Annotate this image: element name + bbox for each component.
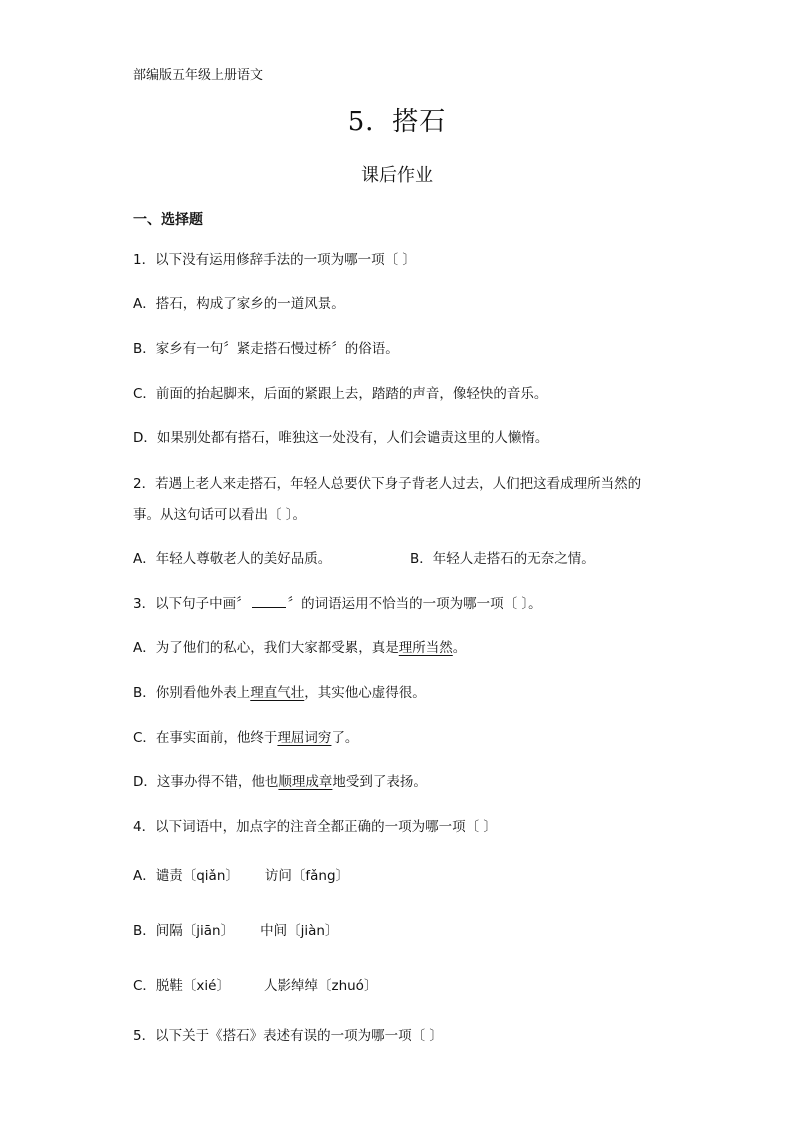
q2-stem-line2: 事。从这句话可以看出〔 〕。	[133, 507, 307, 523]
q3-option-c	[133, 729, 358, 747]
q4-stem: 4．以下词语中，加点字的注音全都正确的一项为哪一项〔 〕	[133, 819, 497, 835]
q4-b-word2: 中间〔jiàn〕	[260, 923, 339, 939]
q4-option-b	[133, 922, 338, 940]
q3-b-underlined-word: 理直气壮	[250, 685, 305, 701]
q3-c-underlined-word: 理屈词穷	[277, 730, 332, 746]
q3-a-end: 。	[452, 640, 467, 656]
q1-option-b: B．家乡有一句〞紧走搭石慢过桥〞的俗语。	[133, 341, 399, 357]
q3-option-d	[133, 773, 427, 791]
q4-option-a	[133, 867, 349, 885]
q3-a-underlined-word: 理所当然	[398, 640, 453, 656]
q3-b-end: ，其实他心虚得很。	[304, 685, 426, 701]
course-header: 部编版五年级上册语文	[133, 68, 264, 83]
q4-option-c	[133, 977, 377, 995]
q4-b-word1: B．间隔〔jiān〕	[133, 923, 235, 939]
q4-c-word1: C．脱鞋〔xié〕	[133, 978, 230, 994]
q3-c-text: C．在事实面前，他终于	[133, 730, 278, 746]
q1-option-a: A．搭石，构成了家乡的一道风景。	[133, 296, 345, 312]
section-heading: 一、选择题	[133, 212, 203, 228]
q2-stem-line1: 2．若遇上老人来走搭石，年轻人总要伏下身子背老人过去，人们把这看成理所当然的	[133, 476, 642, 492]
q2-option-a: A．年轻人尊敬老人的美好品质。	[133, 551, 332, 567]
q3-stem	[133, 595, 542, 613]
lesson-title: 5．搭石	[347, 107, 447, 137]
q3-option-a	[133, 639, 466, 657]
q1-option-c: C．前面的抬起脚来，后面的紧跟上去，踏踏的声音，像轻快的音乐。	[133, 386, 548, 402]
q2-option-b: B．年轻人走搭石的无奈之情。	[410, 551, 595, 567]
q3-d-text: D．这事办得不错，他也	[133, 774, 279, 790]
q3-stem-suffix: 〞的词语运用不恰当的一项为哪一项〔 〕。	[287, 596, 542, 612]
q3-underline-blank	[252, 595, 286, 608]
q3-a-text: A．为了他们的私心，我们大家都受累，真是	[133, 640, 399, 656]
q3-option-b	[133, 684, 426, 702]
q3-stem-prefix: 3．以下句子中画〞	[133, 596, 250, 612]
q5-stem: 5．以下关于《搭石》表述有误的一项为哪一项〔 〕	[133, 1028, 443, 1044]
q3-c-end: 了。	[331, 730, 359, 746]
q4-a-word2: 访问〔fǎng〕	[264, 868, 350, 884]
q3-d-end: 地受到了表扬。	[332, 774, 427, 790]
q3-d-underlined-word: 顺理成章	[278, 774, 333, 790]
q1-option-d: D．如果别处都有搭石，唯独这一处没有，人们会谴责这里的人懒惰。	[133, 430, 549, 446]
q4-c-word2: 人影绰绰〔zhuó〕	[263, 978, 378, 994]
q1-stem: 1．以下没有运用修辞手法的一项为哪一项〔 〕	[133, 252, 416, 268]
q3-b-text: B．你别看他外表上	[133, 685, 251, 701]
lesson-subtitle: 课后作业	[361, 165, 433, 186]
q4-a-word1: A．谴责〔qiǎn〕	[133, 868, 239, 884]
